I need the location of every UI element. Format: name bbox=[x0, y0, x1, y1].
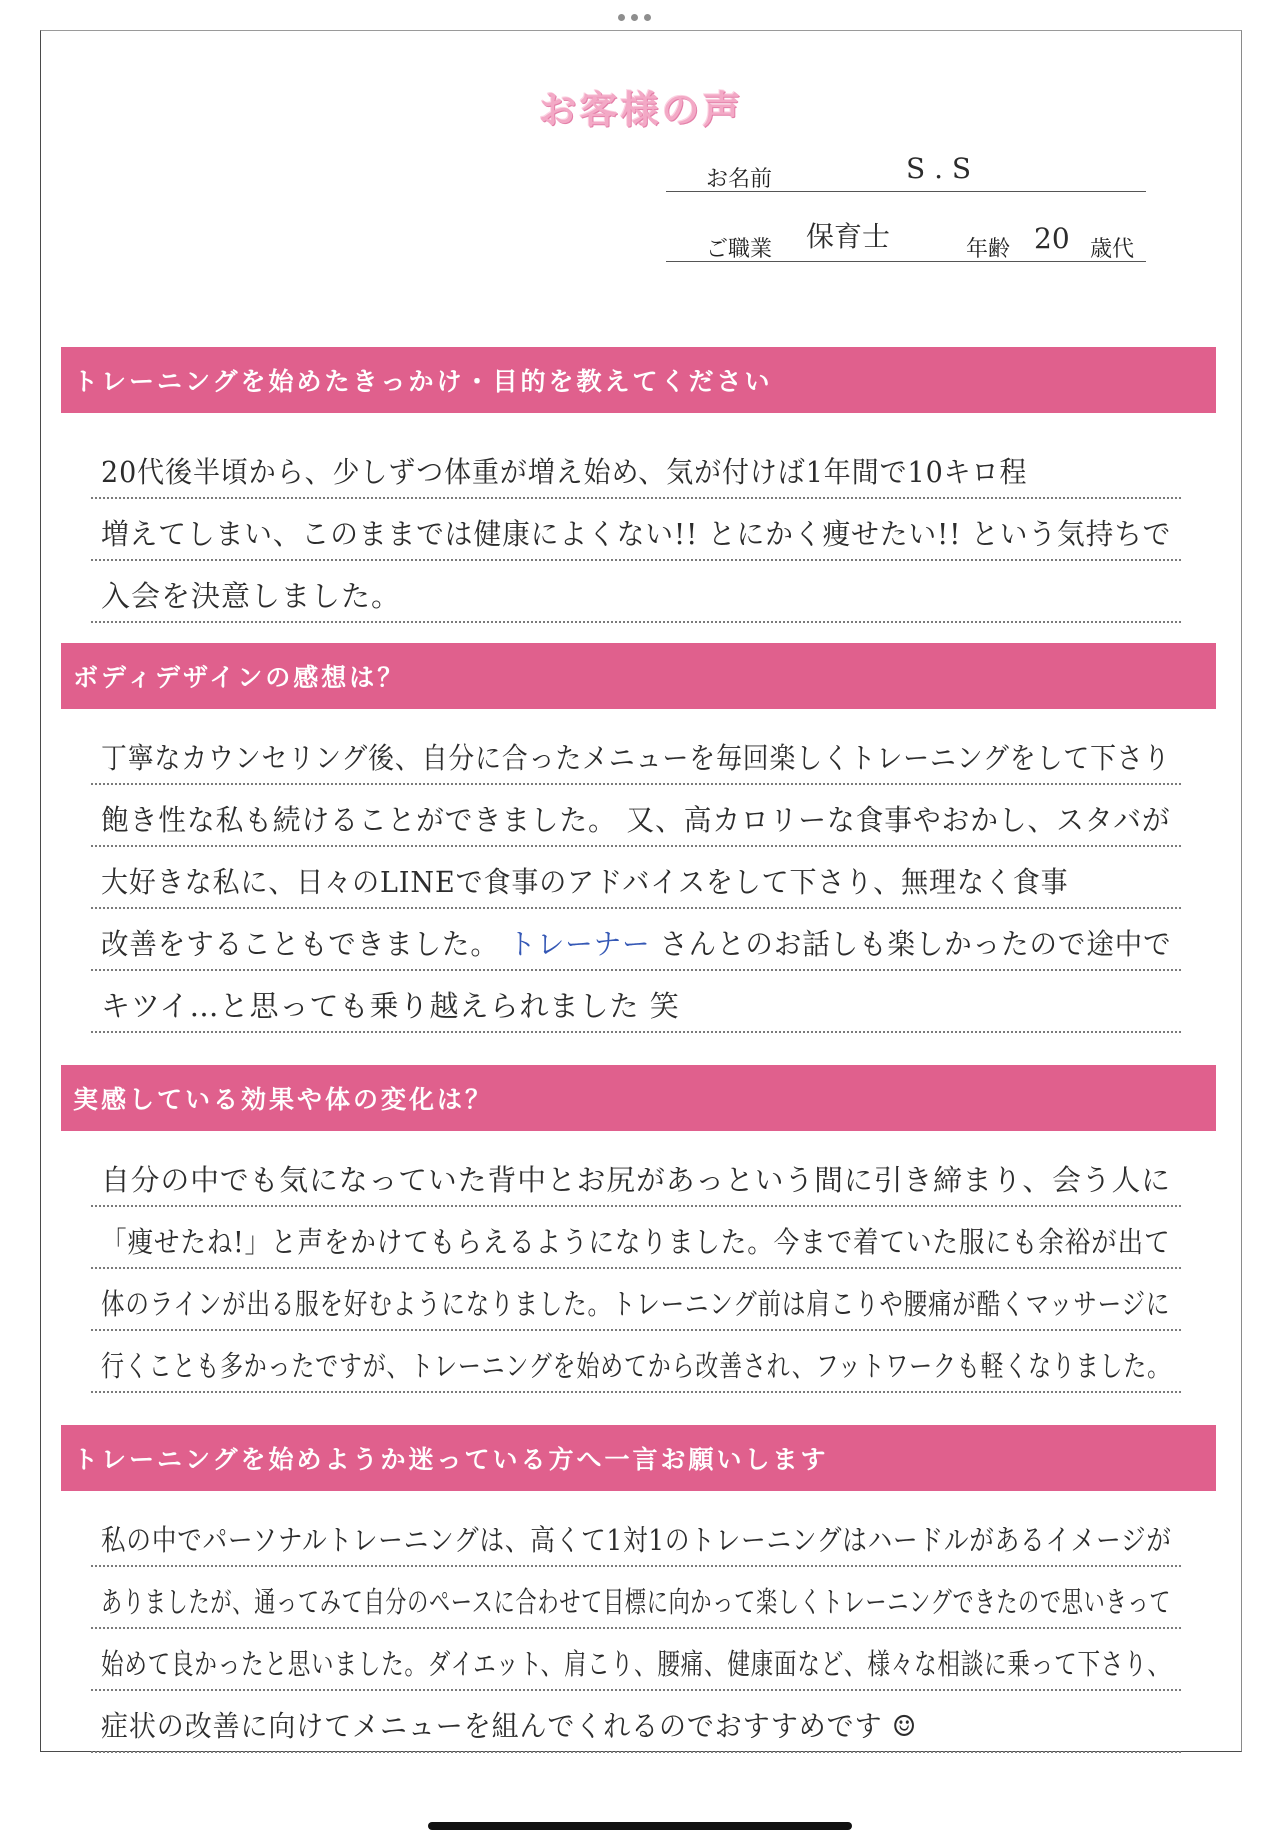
section-heading-impression: ボディデザインの感想は？ bbox=[61, 643, 1216, 709]
answer-line bbox=[91, 783, 1181, 847]
answer-line bbox=[91, 1689, 1181, 1753]
handwritten-text: 体のラインが出る服を好むようになりました。トレーニング前は肩こりや腰痛が酷くマッサージに bbox=[101, 1287, 1171, 1321]
handwritten-text: 大好きな私に、日々のLINEで食事のアドバイスをして下さり、無理なく食事 bbox=[101, 865, 1069, 899]
answer-line bbox=[91, 1627, 1181, 1691]
answer-line bbox=[91, 1503, 1181, 1567]
name-row bbox=[666, 141, 1146, 192]
blue-ink-text: トレーナー bbox=[508, 927, 651, 961]
answer-line bbox=[91, 1329, 1181, 1393]
name-value: S . S bbox=[906, 152, 972, 185]
answer-line bbox=[91, 907, 1181, 971]
handwritten-text: 症状の改善に向けてメニューを組んでくれるのでおすすめです ☺ bbox=[101, 1709, 918, 1743]
answer-line bbox=[91, 559, 1181, 623]
answer-line bbox=[91, 1267, 1181, 1331]
answer-line bbox=[91, 1205, 1181, 1269]
age-suffix: 歳代 bbox=[1090, 237, 1135, 262]
age-value: 20 bbox=[1034, 222, 1070, 255]
handwritten-text: 始めて良かったと思いました。ダイエット、肩こり、腰痛、健康面など、様々な相談に乗って下さり、 bbox=[101, 1647, 1171, 1681]
handwritten-text: 丁寧なカウンセリング後、自分に合ったメニューを毎回楽しくトレーニングをして下さり bbox=[101, 741, 1171, 775]
handwritten-text: 増えてしまい、このままでは健康によくない!! とにかく痩せたい!! という気持ちで bbox=[101, 517, 1172, 551]
answer-line bbox=[91, 721, 1181, 785]
section-heading-motivation: トレーニングを始めたきっかけ・目的を教えてください bbox=[61, 347, 1216, 413]
handwritten-segment: 改善をすることもできました。 bbox=[101, 927, 499, 961]
job-label: ご職業 bbox=[706, 237, 773, 262]
handwritten-segment: さんとのお話しも楽しかったので途中で bbox=[660, 927, 1172, 961]
section-heading-message: トレーニングを始めようか迷っている方へ一言お願いします bbox=[61, 1425, 1216, 1491]
age-label: 年齢 bbox=[966, 237, 1011, 262]
handwritten-text: 「痩せたね!」と声をかけてもらえるようになりました。今まで着ていた服にも余裕が出て bbox=[101, 1225, 1171, 1259]
section-heading-results: 実感している効果や体の変化は？ bbox=[61, 1065, 1216, 1131]
home-indicator[interactable] bbox=[428, 1822, 852, 1830]
job-row bbox=[666, 211, 1146, 262]
handwritten-text: 行くことも多かったですが、トレーニングを始めてから改善され、フットワークも軽くなりました。 bbox=[101, 1349, 1171, 1383]
answer-line bbox=[91, 497, 1181, 561]
dot bbox=[644, 14, 651, 21]
handwritten-text: ありましたが、通ってみて自分のペースに合わせて目標に向かって楽しくトレーニングできたので思いきって bbox=[101, 1585, 1172, 1619]
handwritten-text: 私の中でパーソナルトレーニングは、高くて1対1のトレーニングはハードルがあるイメージが bbox=[101, 1523, 1172, 1557]
handwritten-text: 自分の中でも気になっていた背中とお尻があっという間に引き締まり、会う人に bbox=[101, 1163, 1172, 1197]
handwritten-text: 入会を決意しました。 bbox=[101, 579, 402, 613]
answer-line bbox=[91, 1143, 1181, 1207]
dot bbox=[631, 14, 638, 21]
handwritten-text: 20代後半頃から、少しずつ体重が増え始め、気が付けば1年間で10キロ程 bbox=[101, 455, 1028, 489]
handwritten-text: キツイ…と思っても乗り越えられました 笑 bbox=[101, 989, 680, 1023]
job-value: 保育士 bbox=[806, 220, 891, 253]
answer-line bbox=[91, 969, 1181, 1033]
handwritten-text: 飽き性な私も続けることができました。 又、高カロリーな食事やおかし、スタバが bbox=[101, 803, 1171, 837]
window-handle-dots[interactable] bbox=[618, 14, 651, 21]
handwritten-text bbox=[101, 922, 1172, 963]
survey-sheet bbox=[40, 30, 1242, 1752]
dot bbox=[618, 14, 625, 21]
answer-line bbox=[91, 1565, 1181, 1629]
name-label: お名前 bbox=[706, 167, 773, 192]
answer-line bbox=[91, 845, 1181, 909]
form-title: お客様の声 bbox=[538, 88, 744, 132]
answer-line bbox=[91, 435, 1181, 499]
